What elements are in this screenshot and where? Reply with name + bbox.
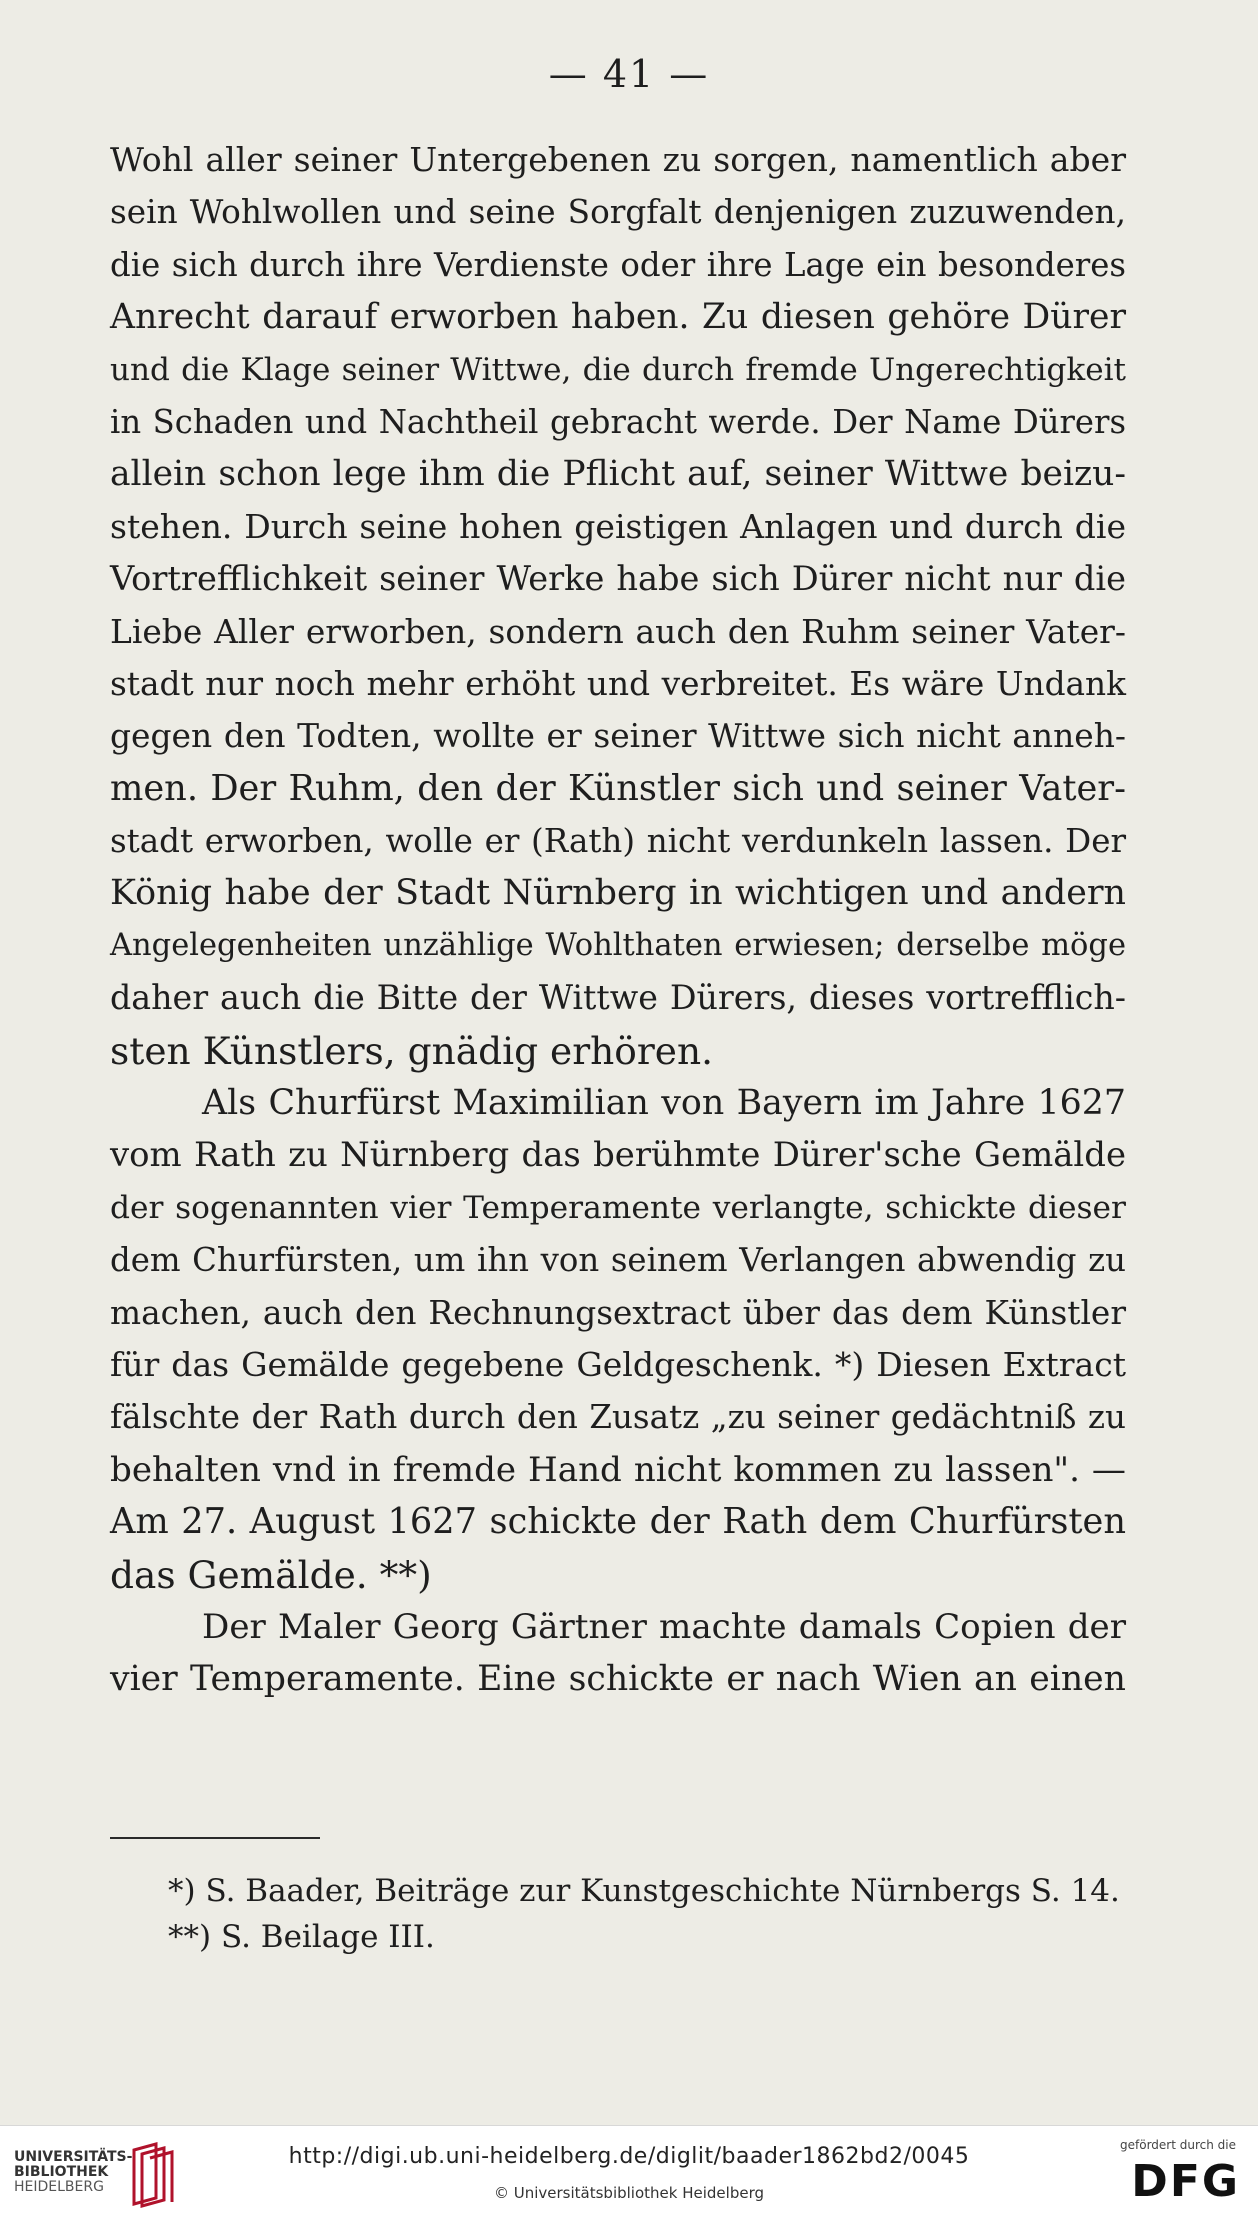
text-line: Vortrefflichkeit seiner Werke habe sich Dürer nicht nur die (110, 559, 1126, 599)
funded-by-label: gefördert durch die (1120, 2138, 1236, 2152)
text-line: dem Churfürsten, um ihn von seinem Verlangen abwendig zu (110, 1241, 1126, 1280)
page-number: — 41 — (548, 52, 710, 96)
library-name-line3: HEIDELBERG (14, 2179, 104, 2195)
footnotes (168, 1868, 1128, 1960)
footnote-divider (110, 1837, 320, 1839)
footnote: *) S. Baader, Beiträge zur Kunstgeschichte Nürnbergs S. 14. (168, 1873, 1120, 1909)
text-line: fälschte der Rath durch den Zusatz „zu seiner gedächtniß zu (110, 1398, 1126, 1437)
text-line: gegen den Todten, wollte er seiner Wittwe sich nicht anneh- (110, 716, 1126, 756)
text-line: die sich durch ihre Verdienste oder ihre Lage ein besonderes (110, 245, 1126, 284)
permalink-url[interactable]: http://digi.ub.uni-heidelberg.de/diglit/baader1862bd2/0045 (288, 2144, 970, 2169)
text-line: men. Der Ruhm, den der Künstler sich und seiner Vater- (110, 767, 1126, 809)
text-line: Am 27. August 1627 schickte der Rath dem Churfürsten (110, 1501, 1126, 1543)
text-line: sten Künstlers, gnädig erhören. (110, 1028, 714, 1073)
text-line: Angelegenheiten unzählige Wohlthaten erwiesen; derselbe möge (110, 927, 1126, 963)
text-line: vier Temperamente. Eine schickte er nach Wien an einen (110, 1659, 1126, 1700)
text-line: behalten vnd in fremde Hand nicht kommen zu lassen". — (110, 1449, 1126, 1490)
viewer-footer (0, 2125, 1258, 2216)
text-line: Als Churfürst Maximilian von Bayern im Jahre 1627 (202, 1083, 1126, 1124)
text-line: sein Wohlwollen und seine Sorgfalt denjenigen zuzuwenden, (110, 193, 1126, 232)
text-line: in Schaden und Nachtheil gebracht werde. Der Name Dürers (110, 402, 1126, 441)
text-line: Wohl aller seiner Untergebenen zu sorgen, namentlich aber (110, 140, 1126, 179)
library-name-line1: UNIVERSITÄTS- (14, 2149, 133, 2165)
text-line: und die Klage seiner Wittwe, die durch fremde Ungerechtigkeit (110, 351, 1126, 388)
text-line: stehen. Durch seine hohen geistigen Anlagen und durch die (110, 506, 1126, 546)
body-text (110, 134, 1126, 1706)
text-line: Anrecht darauf erworben haben. Zu diesen gehöre Dürer (110, 297, 1126, 338)
text-line: der sogenannten vier Temperamente verlangte, schickte dieser (110, 1189, 1126, 1226)
library-name-line2: BIBLIOTHEK (14, 2164, 109, 2180)
text-line: Der Maler Georg Gärtner machte damals Copien der (202, 1606, 1126, 1647)
text-line: für das Gemälde gegebene Geldgeschenk. *) Diesen Extract (110, 1344, 1126, 1384)
text-line: stadt erworben, wolle er (Rath) nicht verdunkeln lassen. Der (110, 822, 1126, 861)
text-line: Liebe Aller erworben, sondern auch den Ruhm seiner Vater- (110, 611, 1126, 651)
dfg-logo[interactable]: DFG (1131, 2156, 1240, 2207)
text-line: vom Rath zu Nürnberg das berühmte Dürer'sche Gemälde (110, 1135, 1126, 1175)
text-line: daher auch die Bitte der Wittwe Dürers, dieses vortrefflich- (110, 978, 1126, 1018)
text-line: allein schon lege ihm die Pflicht auf, seiner Wittwe beizu- (110, 454, 1126, 495)
text-line: stadt nur noch mehr erhöht und verbreitet. Es wäre Undank (110, 664, 1126, 703)
text-line: König habe der Stadt Nürnberg in wichtigen und andern (110, 873, 1126, 914)
text-line: machen, auch den Rechnungsextract über das dem Künstler (110, 1293, 1126, 1332)
footnote: **) S. Beilage III. (168, 1919, 435, 1955)
text-line: das Gemälde. **) (110, 1552, 432, 1597)
copyright-notice: © Universitätsbibliothek Heidelberg (493, 2184, 764, 2202)
